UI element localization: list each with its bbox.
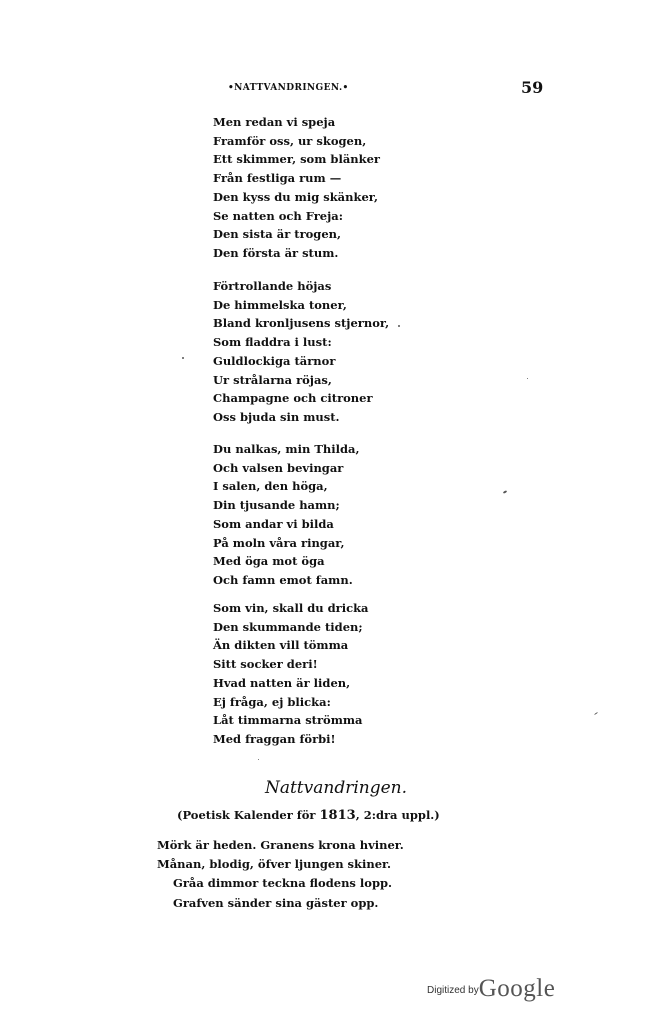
google-watermark xyxy=(427,975,555,1003)
verse-line: Som andar vi bilda xyxy=(213,516,334,531)
verse-line: Grafven sänder sina gäster opp. xyxy=(173,895,379,910)
verse-line: Guldlockiga tärnor xyxy=(213,353,336,368)
poem-source-suffix: , 2:dra uppl.) xyxy=(355,808,440,822)
verse-line: Se natten och Freja: xyxy=(213,208,343,223)
verse-line: Månan, blodig, öfver ljungen skiner. xyxy=(157,857,392,872)
verse-line: Ej fråga, ej blicka: xyxy=(213,694,331,709)
verse-line: I salen, den höga, xyxy=(213,479,328,494)
poem-source-year: 1813 xyxy=(319,808,356,823)
verse-line: Men redan vi speja xyxy=(213,115,336,129)
verse-line: Den skummande tiden; xyxy=(213,619,363,634)
verse-line: Du nalkas, min Thilda, xyxy=(213,442,360,456)
verse-line: Som fladdra i lust: xyxy=(213,335,332,350)
verse-line: Med fraggan förbi! xyxy=(213,731,336,746)
verse-line: Den sista är trogen, xyxy=(213,227,342,242)
stanza-4 xyxy=(213,599,369,749)
stanza-1 xyxy=(213,113,380,263)
verse-line: Hvad natten är liden, xyxy=(213,675,351,690)
page-number: 59 xyxy=(521,78,544,97)
verse-line: Ur strålarna röjas, xyxy=(213,372,332,387)
verse-line: Med öga mot öga xyxy=(213,554,325,569)
poem-title xyxy=(0,778,648,798)
running-head xyxy=(0,80,648,100)
verse-line: Den kyss du mig skänker, xyxy=(213,189,379,204)
verse-line: De himmelska toner, xyxy=(213,297,347,312)
stanza-next-1 xyxy=(157,836,404,913)
ink-speck xyxy=(503,490,507,494)
poem-title-text: Nattvandringen. xyxy=(264,778,408,798)
ink-speck xyxy=(594,712,598,715)
verse-line: Champagne och citroner xyxy=(213,391,373,406)
ink-speck xyxy=(182,357,184,359)
google-logo: Google xyxy=(478,975,556,1002)
verse-line: Och famn emot famn. xyxy=(213,572,353,587)
verse-line: Bland kronljusens stjernor, xyxy=(213,316,390,331)
verse-line: Sitt socker deri! xyxy=(213,657,318,672)
poem-source-prefix: (Poetisk Kalender för xyxy=(177,808,320,822)
verse-line: Oss bjuda sin must. xyxy=(213,409,340,424)
verse-line: Mörk är heden. Granens krona hviner. xyxy=(157,838,404,852)
verse-line: Den första är stum. xyxy=(213,245,339,260)
stanza-2 xyxy=(213,277,389,427)
verse-line: Gråa dimmor teckna flodens lopp. xyxy=(173,876,393,891)
verse-line: På moln våra ringar, xyxy=(213,535,345,550)
watermark-prefix: Digitized by xyxy=(427,985,479,996)
verse-line: Din tjusande hamn; xyxy=(213,498,340,513)
verse-line: Framför oss, ur skogen, xyxy=(213,133,367,148)
verse-line: Och valsen bevingar xyxy=(213,460,344,475)
verse-line: Som vin, skall du dricka xyxy=(213,601,369,615)
ink-speck xyxy=(527,378,528,379)
stanza-3 xyxy=(213,440,359,590)
running-title: •NATTVANDRINGEN.• xyxy=(228,83,349,93)
verse-line: Ett skimmer, som blänker xyxy=(213,152,380,167)
verse-line: Än dikten vill tömma xyxy=(213,638,349,653)
verse-line: Förtrollande höjas xyxy=(213,279,332,293)
ink-speck xyxy=(398,325,400,327)
verse-line: Låt timmarna strömma xyxy=(213,713,363,728)
poem-source xyxy=(177,808,440,823)
ink-speck xyxy=(258,759,259,760)
verse-line: Från festliga rum — xyxy=(213,171,342,186)
